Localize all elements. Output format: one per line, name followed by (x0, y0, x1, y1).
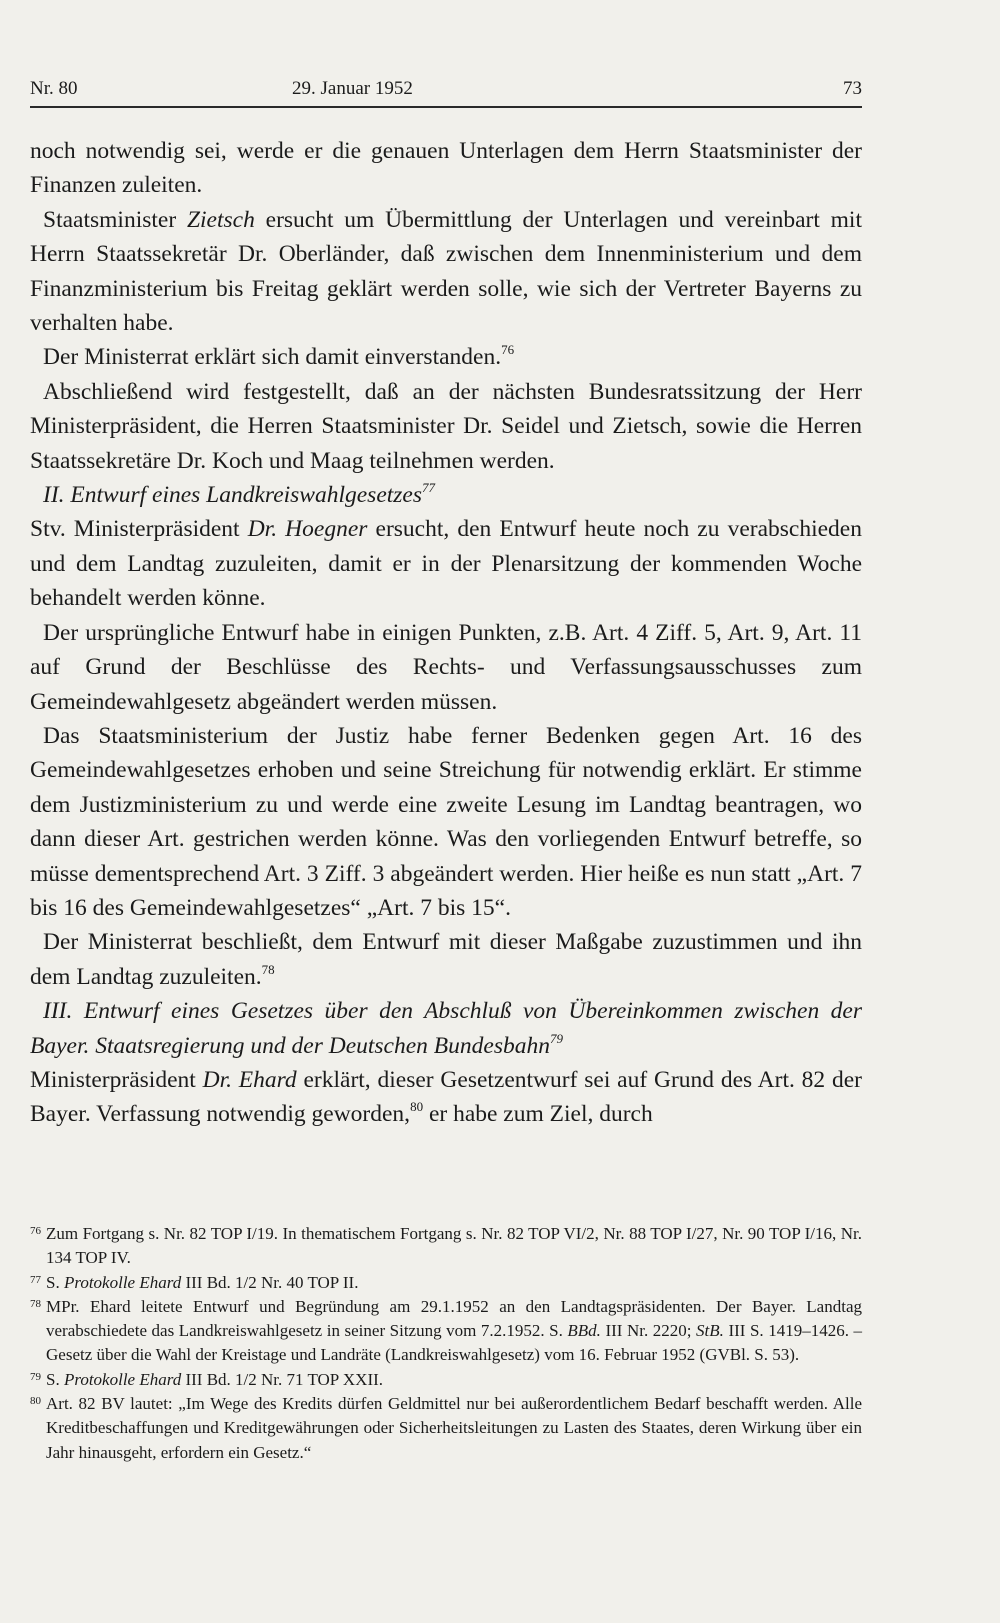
document-date: 29. Januar 1952 (292, 78, 413, 99)
paragraph: Der Ministerrat beschließt, dem Entwurf mit dieser Maßgabe zuzustimmen und ihn dem Landtag zuzuleiten.$^{78}$ (30, 929, 862, 990)
paragraph: Das Staatsministerium der Justiz habe ferner Bedenken gegen Art. 16 des Gemeindewahlgesetzes erhoben und seine Streichung für notwendig erklärt. Er stimme dem Justizministerium zu und werde eine zweite Lesung im Landtag beantragen, wo dann dieser Art. gestrichen werden könne. Was den vorliegenden Entwurf betreffe, so müsse dementsprechend Art. 3 Ziff. 3 abgeändert werden. Hier heiße es nun statt „Art. 7 bis 16 des Gemeindewahlgesetzes“ „Art. 7 bis 15“. (30, 722, 862, 921)
footnote-ref[interactable]: 79 (549, 1030, 563, 1046)
footnote-ref[interactable]: 77 (422, 480, 436, 496)
document-number: Nr. 80 (30, 78, 78, 99)
footnote-number: 78 (30, 1297, 41, 1310)
paragraph: Abschließend wird festgestellt, daß an der nächsten Bundesratssitzung der Herr Ministerpräsident, die Herren Staatsminister Dr. Seidel und Zietsch, sowie die Herren Staatssekretäre Dr. Koch und Maag teilnehmen werden. (30, 378, 862, 474)
footnote-ref[interactable]: 78 (261, 961, 275, 977)
paragraph: Der ursprüngliche Entwurf habe in einigen Punkten, z.B. Art. 4 Ziff. 5, Art. 9, Art. 11 auf Grund der Beschlüsse des Rechts- und Verfassungsausschusses zum Gemeindewahlgesetz abgeändert werden müssen. (30, 619, 862, 715)
footnote-ref[interactable]: 76 (501, 342, 515, 358)
main-text (30, 134, 862, 1132)
paragraph: Ministerpräsident Dr. Ehard erklärt, dieser Gesetzentwurf sei auf Grund des Art. 82 der Bayer. Verfassung notwendig geworden,$^{80}$ er habe zum Ziel, durch (30, 1066, 863, 1128)
footnote: 76 Zum Fortgang s. Nr. 82 TOP I/19. In thematischem Fortgang s. Nr. 82 TOP VI/2, Nr. 88 TOP I/27, Nr. 90 TOP I/16, Nr. 134 TOP IV. (30, 1222, 862, 1271)
footnote: 78 MPr. Ehard leitete Entwurf und Begründung am 29.1.1952 an den Landtagspräsidenten. Der Bayer. Landtag verabschiedete das Landkreiswahlgesetz in seiner Sitzung vom 7.2.1952. S. BBd. III Nr. 2220; StB. III S. 1419–1426. – Gesetz über die Wahl der Kreistage und Landräte (Landkreiswahlgesetz) vom 16. Februar 1952 (GVBl. S. 53). (30, 1295, 862, 1368)
footnote-number: 76 (30, 1225, 41, 1237)
section-heading: III. Entwurf eines Gesetzes über den Abschluß von Übereinkommen zwischen der Bayer. Staatsregierung und der Deutschen Bundesbahn$^{79}$ (30, 998, 862, 1059)
footnotes (30, 1222, 862, 1465)
footnote-number: 79 (30, 1370, 41, 1383)
footnote: 79 S. Protokolle Ehard III Bd. 1/2 Nr. 71 TOP XXII. (30, 1368, 862, 1392)
paragraph: noch notwendig sei, werde er die genauen Unterlagen dem Herrn Staatsminister der Finanzen zuleiten. (30, 138, 862, 199)
footnote-number: 77 (30, 1273, 41, 1286)
running-header (30, 74, 862, 106)
footnote-number: 80 (30, 1395, 41, 1408)
page-number: 73 (843, 78, 862, 99)
paragraph: Der Ministerrat erklärt sich damit einverstanden.$^{76}$ (43, 342, 515, 371)
header-rule (30, 106, 862, 108)
section-heading: II. Entwurf eines Landkreiswahlgesetzes$^{77}$ (43, 480, 436, 509)
paragraph: Staatsminister Zietsch ersucht um Übermittlung der Unterlagen und vereinbart mit Herrn Staatssekretär Dr. Oberländer, daß zwischen dem Innenministerium und dem Finanzministerium bis Freitag geklärt werden solle, wie sich der Vertreter Bayerns zu verhalten habe. (30, 206, 862, 337)
footnote-ref[interactable]: 80 (410, 1099, 424, 1115)
footnote: 80 Art. 82 BV lautet: „Im Wege des Kredits dürfen Geldmittel nur bei außerordentlichem Bedarf beschafft werden. Alle Kreditbeschaffungen und Kreditgewährungen oder Sicherheitsleitungen zu Lasten des Staates, deren Wirkung über ein Jahr hinausgeht, erfordern ein Gesetz.“ (30, 1392, 862, 1465)
speaker-name: Dr. Hoegner (247, 516, 368, 543)
footnote: 77 S. Protokolle Ehard III Bd. 1/2 Nr. 40 TOP II. (30, 1271, 862, 1295)
speaker-name: Zietsch (186, 206, 255, 233)
paragraph: Stv. Ministerpräsident Dr. Hoegner ersucht, den Entwurf heute noch zu verabschieden und dem Landtag zuzuleiten, damit er in der Plenarsitzung der kommenden Woche behandelt werden könne. (30, 516, 862, 612)
speaker-name: Dr. Ehard (202, 1066, 297, 1093)
